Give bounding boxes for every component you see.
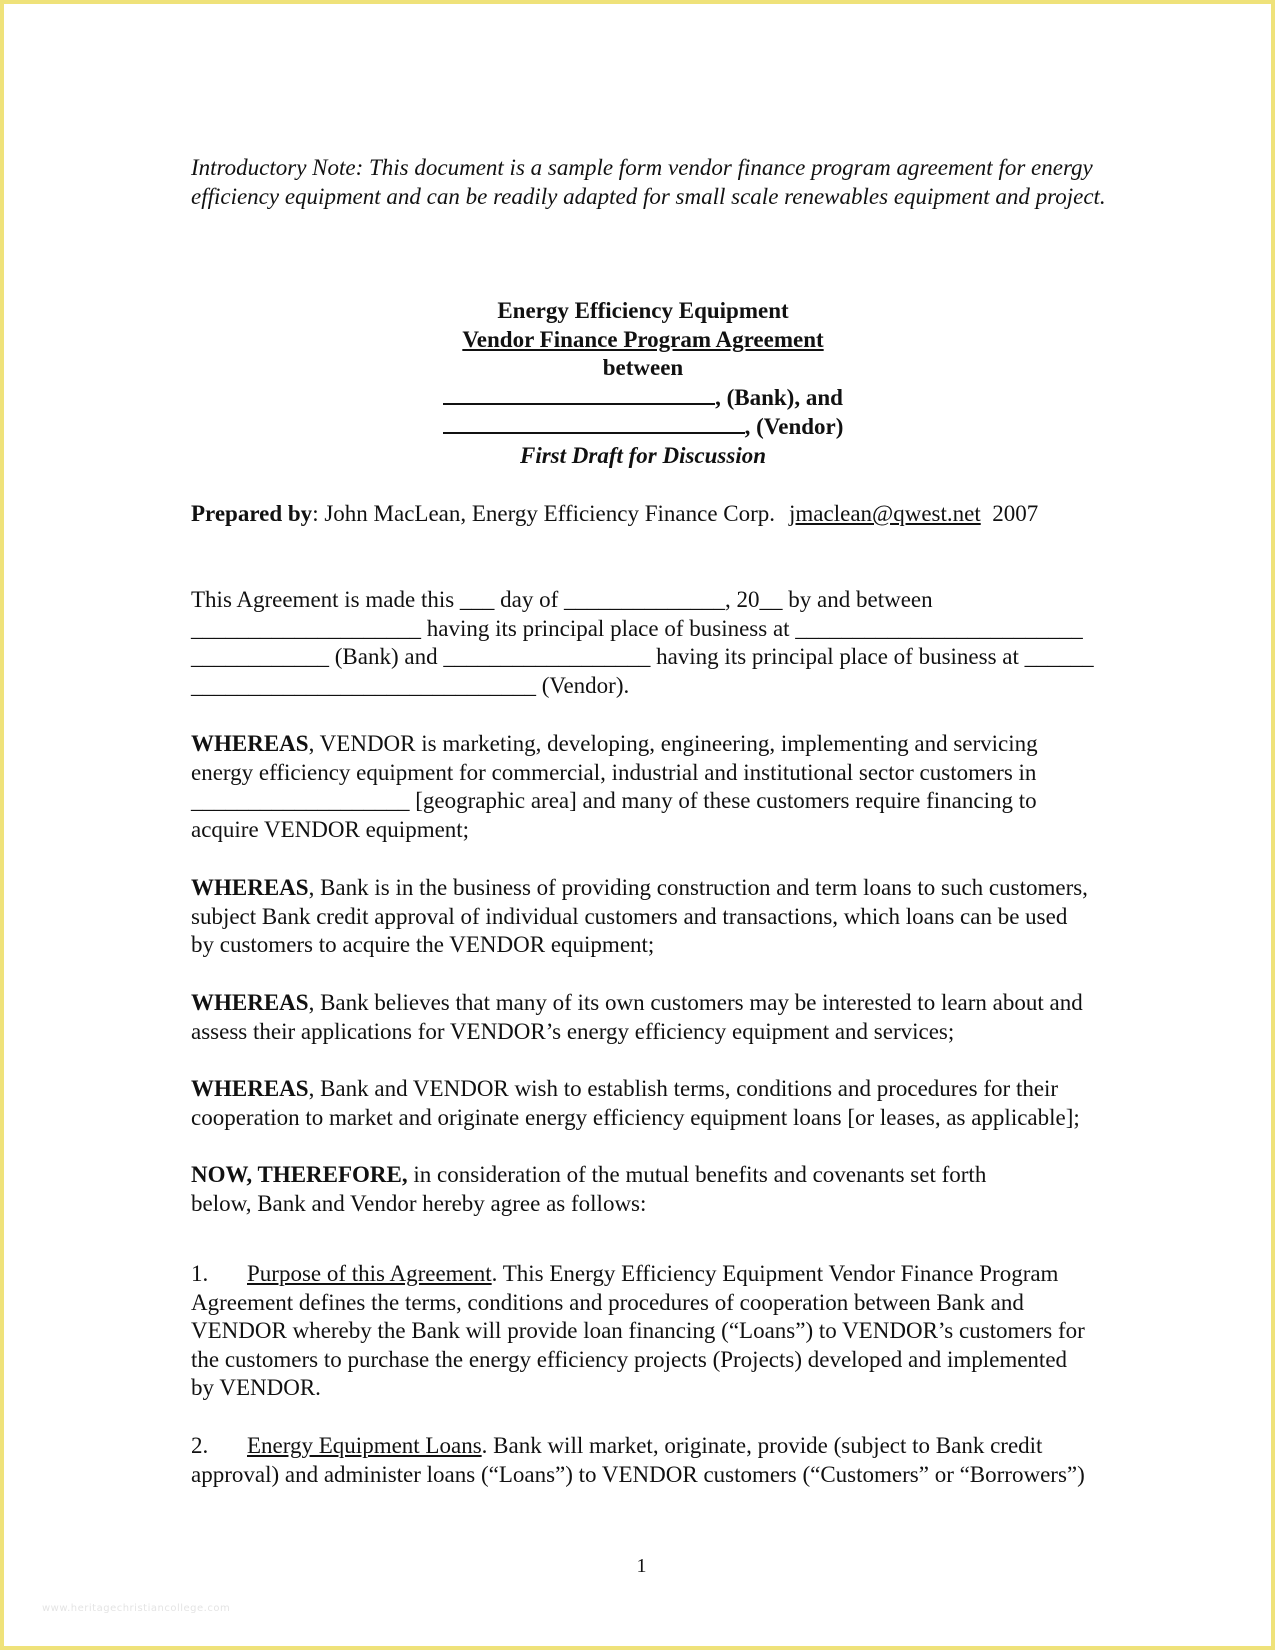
bank-label: , (Bank), and [715, 384, 843, 410]
paragraph-line: This Agreement is made this ___ day of ______________, 20__ by and between [191, 587, 933, 612]
section-1 [191, 1260, 1171, 1403]
paragraph-text: , Bank believes that many of its own customers may be interested to learn about and [308, 990, 1083, 1015]
paragraph-line: Agreement defines the terms, conditions and procedures of cooperation between Bank and [191, 1289, 1024, 1315]
paragraph-line [191, 730, 1171, 759]
title-line-1: Energy Efficiency Equipment [497, 298, 789, 323]
now-therefore-lead: NOW, THEREFORE, [191, 1162, 408, 1187]
prepared-year: 2007 [992, 501, 1039, 526]
section-heading: Energy Equipment Loans [247, 1433, 482, 1458]
vendor-name-blank [443, 412, 745, 434]
whereas-lead: WHEREAS [191, 731, 309, 756]
title-line-3: between [602, 355, 684, 380]
paragraph-text: , Bank and VENDOR wish to establish terms, conditions and procedures for their [308, 1076, 1059, 1101]
paragraph-line: by VENDOR. [191, 1375, 321, 1401]
paragraph-line: ___________________ [geographic area] and many of these customers require financing to [191, 788, 1037, 814]
whereas-lead: WHEREAS [191, 1076, 309, 1101]
paragraph-text: in consideration of the mutual benefits and covenants set forth [407, 1162, 987, 1187]
whereas-paragraph-4 [191, 1075, 1171, 1132]
section-number: 1. [191, 1261, 209, 1286]
paragraph-line: subject Bank credit approval of individual customers and transactions, which loans can be used [191, 903, 1068, 929]
bank-name-blank [443, 383, 715, 405]
whereas-paragraph-3 [191, 989, 1171, 1046]
vendor-label: , (Vendor) [744, 414, 844, 439]
paragraph-line: by customers to acquire the VENDOR equipment; [191, 932, 655, 958]
paragraph-line: ____________________ having its principal place of business at _________________________ [191, 615, 1083, 641]
paragraph-line [191, 1161, 1171, 1190]
whereas-paragraph-1 [191, 730, 1171, 844]
section-2 [191, 1432, 1171, 1489]
whereas-lead: WHEREAS [191, 875, 309, 900]
watermark-text: www.heritagechristiancollege.com [42, 1603, 231, 1614]
title-line-bank [153, 383, 1133, 413]
agreement-made-paragraph [191, 586, 1171, 700]
paragraph-line: approval) and administer loans (“Loans”) to VENDOR customers (“Customers” or “Borrowers”) [191, 1461, 1085, 1487]
paragraph-text: , VENDOR is marketing, developing, engineering, implementing and servicing [308, 731, 1038, 756]
paragraph-line: acquire VENDOR equipment; [191, 816, 470, 842]
title-line-vendor [153, 412, 1133, 442]
paragraph-line: the customers to purchase the energy efficiency projects (Projects) developed and implemented [191, 1346, 1068, 1372]
prepared-by-text: : John MacLean, Energy Efficiency Finance Corp. [312, 501, 776, 526]
agreement-title-block [191, 297, 1171, 470]
paragraph-text: , Bank is in the business of providing construction and term loans to such customers, [308, 875, 1088, 900]
paragraph-line [191, 1075, 1171, 1104]
section-number: 2. [191, 1433, 209, 1458]
whereas-lead: WHEREAS [191, 990, 309, 1015]
page-number: 1 [636, 1555, 647, 1577]
paragraph-line: cooperation to market and originate energy efficiency equipment loans [or leases, as applicable]; [191, 1104, 1080, 1130]
paragraph-line [191, 1432, 1171, 1461]
paragraph-line [191, 989, 1171, 1018]
title-line-2: Vendor Finance Program Agreement [462, 326, 824, 352]
section-heading: Purpose of this Agreement [247, 1261, 492, 1286]
introductory-note: Introductory Note: This document is a sample form vendor finance program agreement for energy efficiency equipment and can be readily adapted for small scale renewables equipment and project. [191, 155, 1106, 209]
prepared-by-label: Prepared by [191, 501, 313, 526]
paragraph-text: . Bank will market, originate, provide (subject to Bank credit [481, 1433, 1043, 1458]
now-therefore-paragraph [191, 1161, 1171, 1218]
paragraph-line: ____________ (Bank) and __________________ having its principal place of business at ______ [191, 644, 1094, 670]
paragraph-line: assess their applications for VENDOR’s energy efficiency equipment and services; [191, 1018, 955, 1044]
paragraph-line: VENDOR whereby the Bank will provide loan financing (“Loans”) to VENDOR’s customers for [191, 1318, 1085, 1344]
whereas-paragraph-2 [191, 874, 1171, 960]
author-email-link[interactable]: jmaclean@qwest.net [789, 501, 981, 526]
paragraph-text: . This Energy Efficiency Equipment Vendor Finance Program [491, 1261, 1059, 1286]
paragraph-line: ______________________________ (Vendor). [191, 672, 630, 698]
paragraph-line: below, Bank and Vendor hereby agree as follows: [191, 1190, 647, 1216]
paragraph-line [191, 874, 1171, 903]
paragraph-line: energy efficiency equipment for commercial, industrial and institutional sector customers in [191, 759, 1037, 785]
prepared-by [191, 500, 1171, 529]
title-line-draft: First Draft for Discussion [519, 442, 767, 468]
paragraph-line [191, 1260, 1171, 1289]
